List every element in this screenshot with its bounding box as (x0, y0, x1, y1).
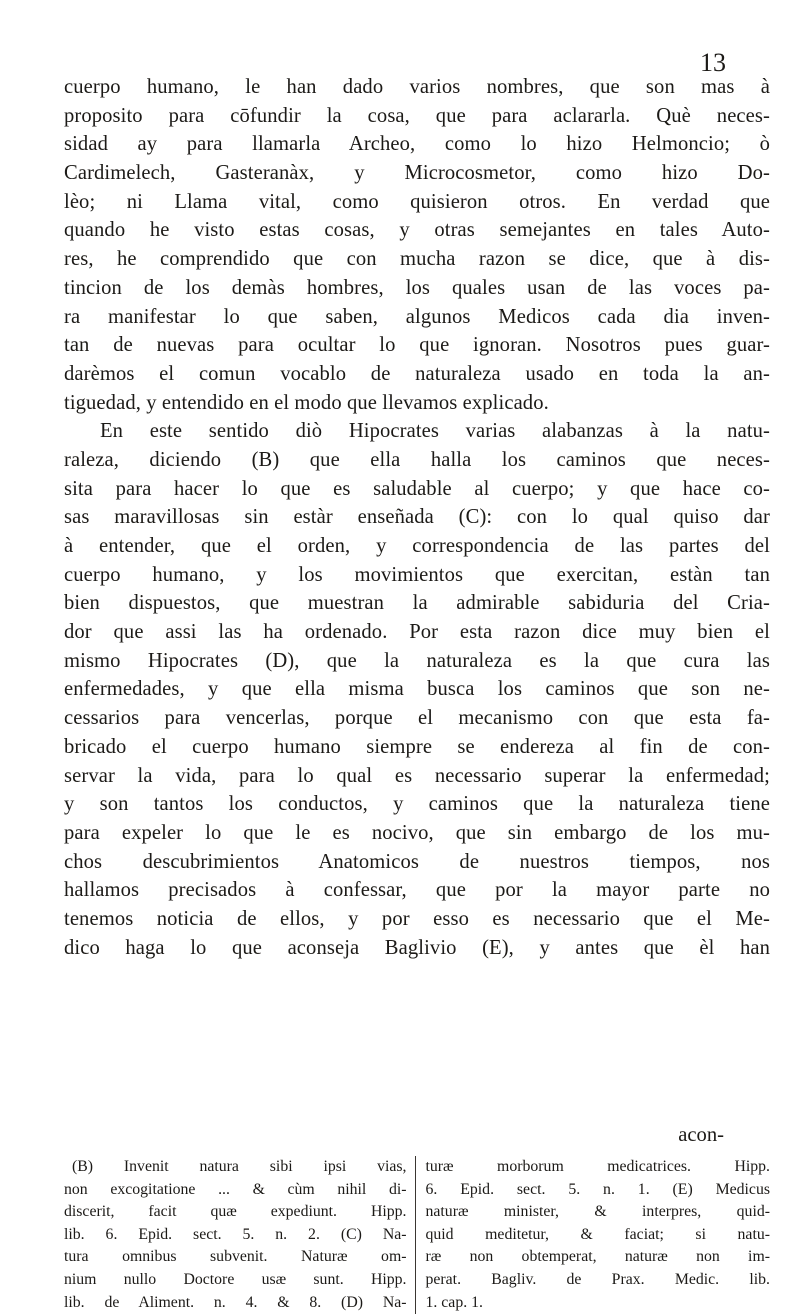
text-line: tiguedad, y entendido en el modo que llevamos explicado. (64, 391, 549, 414)
text-line: sas maravillosas sin estàr enseñada (C): con lo qual quiso dar (64, 506, 770, 529)
page-number: 13 (700, 48, 726, 77)
footnote-line: naturæ minister, & interpres, quid- (425, 1203, 770, 1221)
text-line: res, he comprendido que con mucha razon se dice, que à dis- (64, 248, 770, 271)
text-line: y son tantos los conductos, y caminos que la naturaleza tiene (64, 793, 770, 816)
text-line: mismo Hipocrates (D), que la naturaleza es la que cura las (64, 649, 770, 672)
footnote-line: non excogitatione ... & cùm nihil di- (64, 1180, 407, 1198)
text-line: dico haga lo que aconseja Baglivio (E), y antes que èl han (64, 936, 770, 959)
text-line: proposito para cōfundir la cosa, que para aclararla. Què neces- (64, 104, 770, 127)
text-line: para expeler lo que le es nocivo, que sin embargo de los mu- (64, 821, 770, 844)
text-line: En este sentido diò Hipocrates varias alabanzas à la natu- (100, 420, 770, 443)
text-line: lèo; ni Llama vital, como quisieron otros. En verdad que (64, 190, 770, 213)
footnote-line: discerit, facit quæ expediunt. Hipp. (64, 1203, 407, 1221)
text-line: quando he visto estas cosas, y otras semejantes en tales Auto- (64, 219, 770, 242)
footnote-line: (B) Invenit natura sibi ipsi vias, (72, 1158, 407, 1175)
text-line: tenemos noticia de ellos, y por esso es necessario que el Me- (64, 907, 770, 930)
text-line: servar la vida, para lo qual es necessario superar la enfermedad; (64, 764, 770, 787)
text-line: à entender, que el orden, y correspondencia de las partes del (64, 535, 770, 557)
main-text (64, 73, 770, 962)
footnote-line: quid meditetur, & faciat; si natu- (425, 1225, 770, 1243)
text-line: Cardimelech, Gasteranàx, y Microcosmetor, como hizo Do- (64, 162, 770, 185)
text-line: enfermedades, y que ella misma busca los caminos que son ne- (64, 678, 770, 701)
footnote-line: turæ morborum medicatrices. Hipp. (425, 1158, 770, 1175)
text-line: chos descubrimientos Anatomicos de nuestros tiempos, nos (64, 850, 770, 873)
text-line: darèmos el comun vocablo de naturaleza usado en toda la an- (64, 362, 770, 385)
text-line: cessarios para vencerlas, porque el mecanismo con que esta fa- (64, 707, 770, 730)
footnote-line: nium nullo Doctore usæ sunt. Hipp. (64, 1270, 407, 1288)
footnote-line: tura omnibus subvenit. Naturæ om- (64, 1248, 407, 1266)
text-line: sidad ay para llamarla Archeo, como lo hizo Helmoncio; ò (64, 133, 770, 156)
text-line: cuerpo humano, y los movimientos que exercitan, estàn tan (64, 563, 770, 586)
text-line: hallamos precisados à confessar, que por la mayor parte no (64, 879, 770, 902)
text-line: bien dispuestos, que muestran la admirable sabiduria del Cria- (64, 592, 770, 615)
footnote-line: 6. Epid. sect. 5. n. 1. (E) Medicus (425, 1180, 770, 1198)
footnotes-left-column (64, 1156, 416, 1314)
footnotes (64, 1156, 770, 1314)
text-line: bricado el cuerpo humano siempre se endereza al fin de con- (64, 735, 770, 758)
footnotes-right-column (416, 1156, 771, 1314)
catchword: acon- (678, 1124, 724, 1146)
footnote-line: ræ non obtemperat, naturæ non im- (425, 1248, 770, 1266)
text-line: sita para hacer lo que es saludable al cuerpo; y que hace co- (64, 477, 770, 500)
footnote-line: lib. 6. Epid. sect. 5. n. 2. (C) Na- (64, 1225, 407, 1243)
text-line: raleza, diciendo (B) que ella halla los caminos que neces- (64, 448, 770, 471)
text-line: tan de nuevas para ocultar lo que ignoran. Nosotros pues guar- (64, 334, 770, 357)
footnote-line: perat. Bagliv. de Prax. Medic. lib. (425, 1270, 770, 1288)
text-line: ra manifestar lo que saben, algunos Medicos cada dia inven- (64, 305, 770, 328)
text-line: tincion de los demàs hombres, los quales usan de las voces pa- (64, 276, 770, 299)
footnote-line: 1. cap. 1. (425, 1293, 483, 1311)
footnote-line: lib. de Aliment. n. 4. & 8. (D) Na- (64, 1293, 407, 1311)
text-line: dor que assi las ha ordenado. Por esta razon dice muy bien el (64, 621, 770, 644)
text-line: cuerpo humano, le han dado varios nombres, que son mas à (64, 76, 770, 98)
